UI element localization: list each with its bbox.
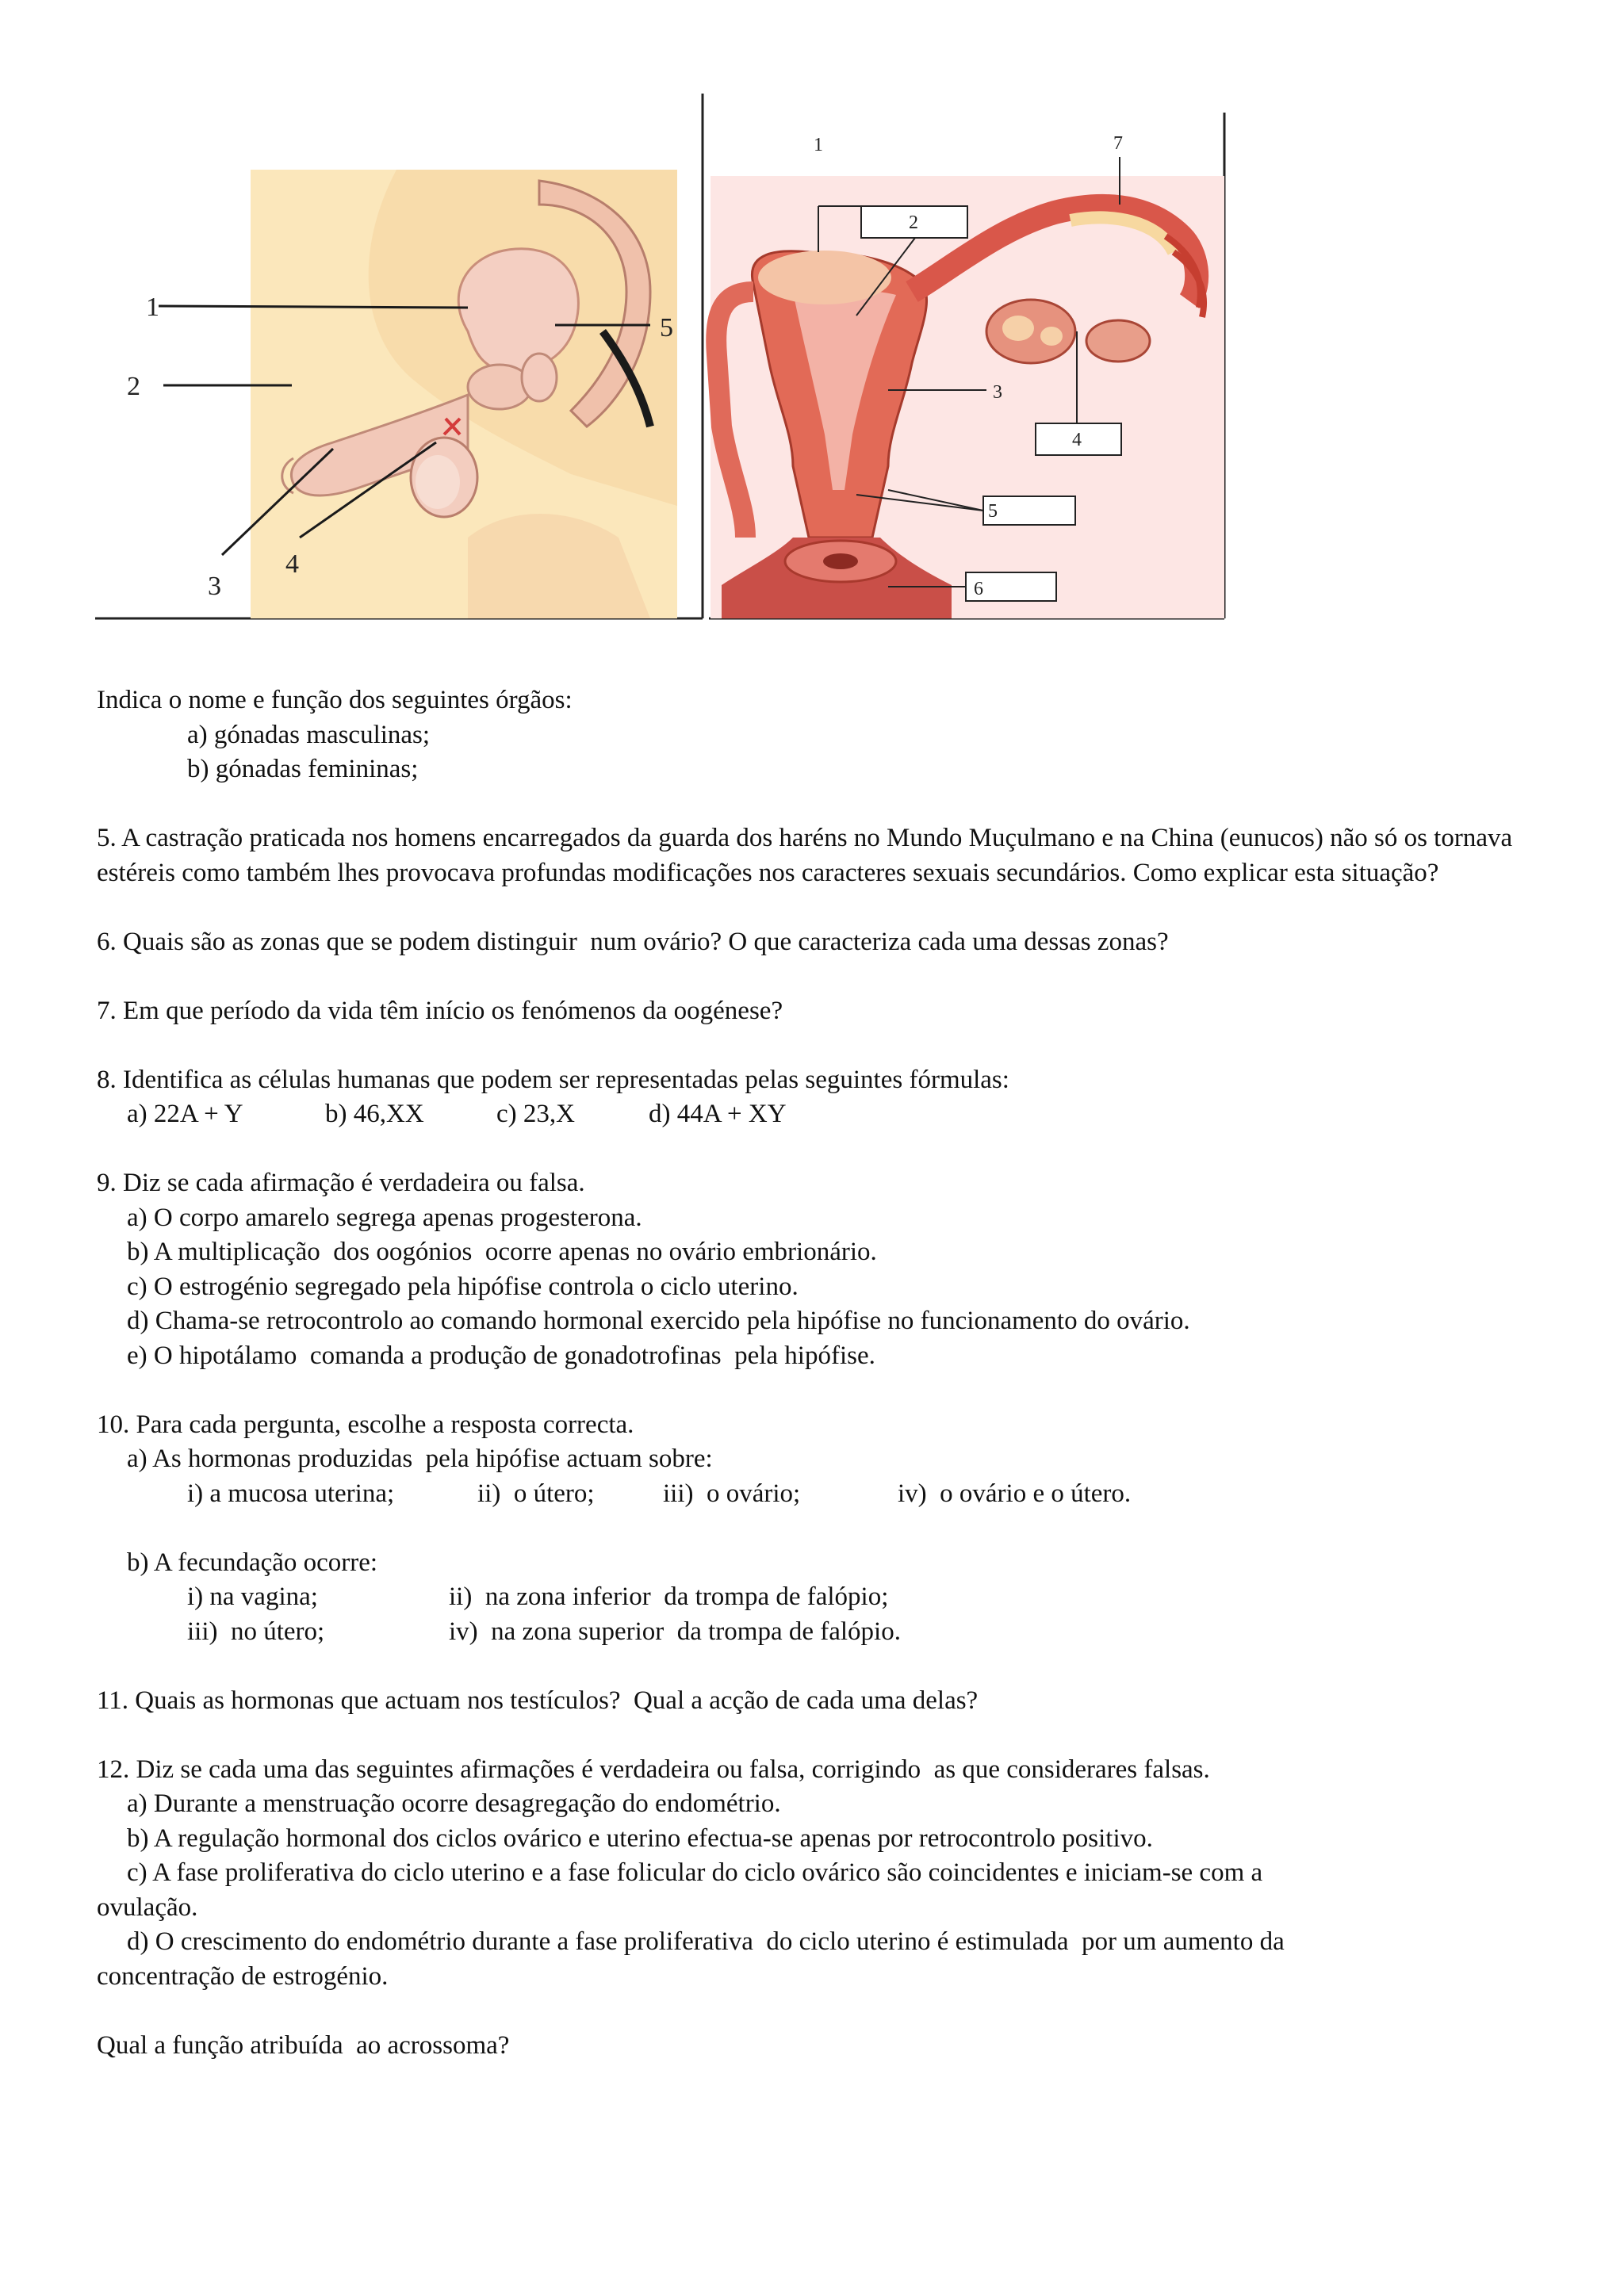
q8-option-a: a) 22A + Y: [127, 1100, 243, 1128]
q10-b-option-iii: iii) no útero;: [187, 1617, 325, 1646]
q10-a-option-iv: iv) o ovário e o útero.: [898, 1479, 1132, 1508]
question-11: 11. Quais as hormonas que actuam nos testículos? Qual a acção de cada uma delas?: [97, 1686, 979, 1715]
q9-item-e: e) O hipotálamo comanda a produção de gonadotrofinas pela hipófise.: [127, 1341, 875, 1370]
female-label-4: 4: [1072, 430, 1082, 450]
intro-item-b: b) gónadas femininas;: [187, 755, 419, 783]
male-label-3: 3: [208, 572, 221, 601]
intro-prompt: Indica o nome e função dos seguintes órgãos:: [97, 686, 573, 714]
male-reproductive-diagram: [127, 170, 677, 618]
q8-option-c: c) 23,X: [496, 1100, 575, 1128]
q10-b-options-row1: [97, 1580, 1532, 1615]
female-label-7: 7: [1113, 133, 1123, 154]
q12-item-d-line1: d) O crescimento do endométrio durante a fase proliferativa do ciclo uterino é estimulada por um aumento da: [127, 1927, 1285, 1956]
questions: [97, 683, 1532, 2063]
q10-b-stem: b) A fecundação ocorre:: [127, 1548, 378, 1577]
q12-item-c-line2: ovulação.: [97, 1892, 198, 1922]
male-label-2: 2: [127, 372, 140, 401]
q10-a-options: [97, 1477, 1532, 1512]
question-5: 5. A castração praticada nos homens encarregados da guarda dos haréns no Mundo Muçulmano e na China (eunucos) não só os tornava estéreis como também lhes provocava profundas modificações nos caracteres sexuais secundários. Como explicar esta situação?: [97, 824, 1513, 887]
q10-b-option-ii: ii) na zona inferior da trompa de falópio;: [449, 1582, 889, 1611]
q9-item-c: c) O estrogénio segregado pela hipófise controla o ciclo uterino.: [127, 1272, 799, 1301]
q12-item-d-line2: concentração de estrogénio.: [97, 1961, 389, 1991]
female-label-6: 6: [974, 579, 983, 599]
q12-item-a: a) Durante a menstruação ocorre desagregação do endométrio.: [127, 1789, 781, 1818]
q10-a-option-i: i) a mucosa uterina;: [187, 1479, 395, 1508]
female-label-1: 1: [814, 135, 823, 155]
question-7: 7. Em que período da vida têm início os fenómenos da oogénese?: [97, 996, 783, 1025]
q10-a-stem: a) As hormonas produzidas pela hipófise actuam sobre:: [127, 1445, 713, 1473]
final-question: Qual a função atribuída ao acrossoma?: [97, 2030, 510, 2060]
male-label-4: 4: [285, 549, 299, 579]
question-12: 12. Diz se cada uma das seguintes afirmações é verdadeira ou falsa, corrigindo as que considerares falsas.: [97, 1755, 1210, 1784]
anatomy-figure: [95, 94, 1234, 625]
q12-item-b: b) A regulação hormonal dos ciclos ovárico e uterino efectua-se apenas por retrocontrolo positivo.: [127, 1823, 1153, 1853]
question-10: 10. Para cada pergunta, escolhe a resposta correcta.: [97, 1410, 634, 1439]
q9-item-d: d) Chama-se retrocontrolo ao comando hormonal exercido pela hipófise no funcionamento do ovário.: [127, 1307, 1190, 1335]
q10-b-options-row2: [97, 1615, 1532, 1650]
q10-a-option-iii: iii) o ovário;: [663, 1479, 801, 1508]
q10-b-option-i: i) na vagina;: [187, 1582, 318, 1611]
intro-item-a: a) gónadas masculinas;: [187, 720, 431, 749]
question-8: 8. Identifica as células humanas que podem ser representadas pelas seguintes fórmulas:: [97, 1065, 1009, 1094]
female-label-2: 2: [909, 212, 918, 233]
q8-option-d: d) 44A + XY: [649, 1100, 787, 1128]
female-label-3: 3: [993, 382, 1002, 403]
question-6: 6. Quais são as zonas que se podem distinguir num ovário? O que caracteriza cada uma dessas zonas?: [97, 927, 1169, 956]
q9-item-a: a) O corpo amarelo segrega apenas progesterona.: [127, 1203, 642, 1232]
question-9: 9. Diz se cada afirmação é verdadeira ou falsa.: [97, 1169, 585, 1197]
male-label-1: 1: [146, 293, 159, 322]
male-label-5: 5: [660, 313, 673, 342]
question-8-options: [97, 1097, 1532, 1132]
female-label-5: 5: [988, 501, 998, 522]
q9-item-b: b) A multiplicação dos oogónios ocorre apenas no ovário embrionário.: [127, 1238, 877, 1266]
q8-option-b: b) 46,XX: [325, 1100, 424, 1128]
q10-a-option-ii: ii) o útero;: [477, 1479, 595, 1508]
q10-b-option-iv: iv) na zona superior da trompa de falópio.: [449, 1617, 901, 1646]
female-reproductive-diagram: [710, 133, 1224, 618]
q12-item-c-line1: c) A fase proliferativa do ciclo uterino e a fase folicular do ciclo ovárico são coincidentes e iniciam-se com a: [127, 1858, 1263, 1887]
